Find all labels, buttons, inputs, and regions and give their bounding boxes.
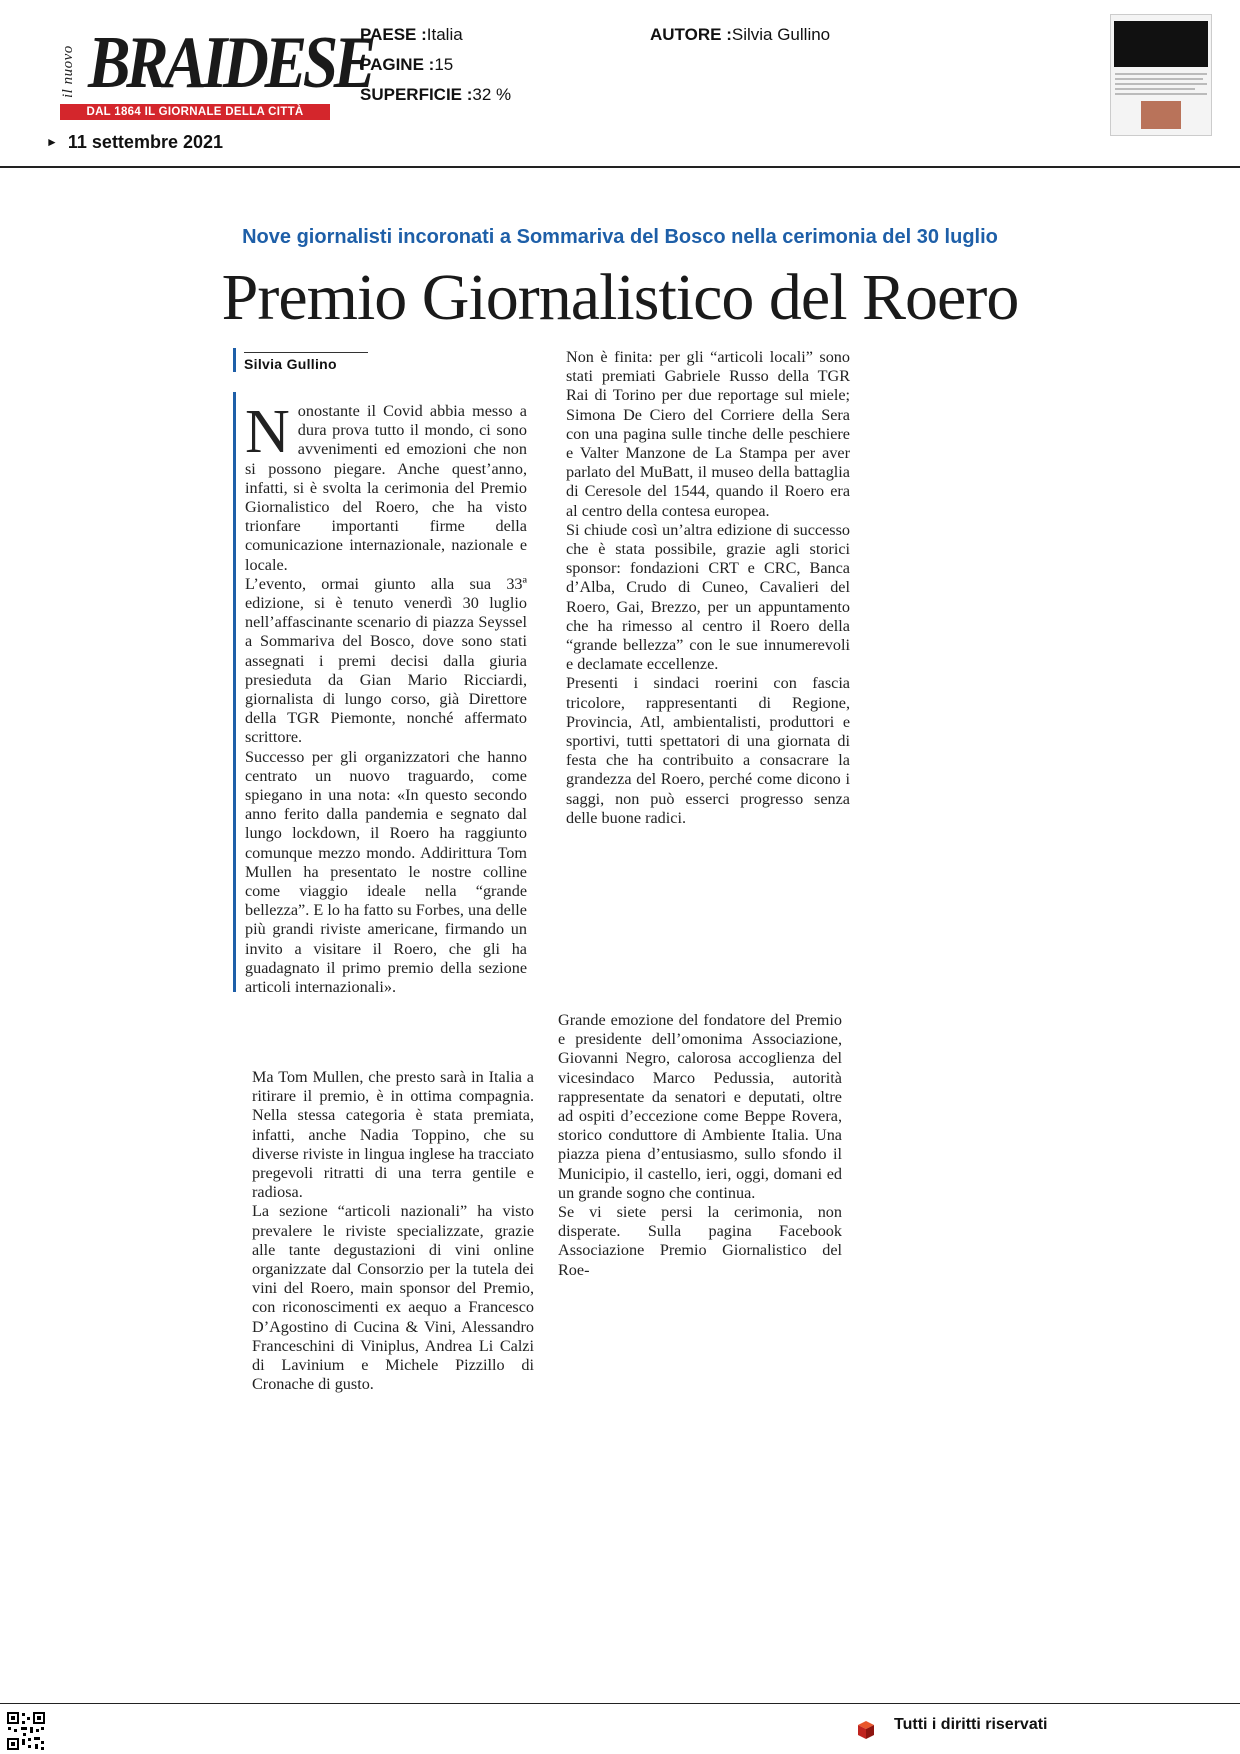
meta-pagine-value: 15 [434, 55, 454, 74]
meta-autore [650, 20, 830, 50]
qr-code-icon [6, 1711, 46, 1751]
meta-pagine [360, 50, 511, 80]
press-meta [360, 20, 511, 110]
article-column-2b [558, 1011, 842, 1280]
page-thumbnail[interactable] [1110, 14, 1212, 136]
meta-autore-value: Silvia Gullino [731, 25, 831, 44]
paragraph: Presenti i sindaci roerini con fascia tricolore, rappresentanti di Regione, Provincia, Atl, ambientalisti, produttori e sportivi, tutti spettatori di una giornata di festa che ha contribuito a consacrare la grandezza del Roero, perché come dicono i saggi, non può esserci progresso senza delle buone radici. [566, 674, 850, 827]
issue-date-text: 11 settembre 2021 [67, 132, 223, 152]
paragraph: onostante il Covid abbia messo a dura prova tutto il mondo, ci sono avvenimenti ed emozioni che non si possono piegare. Anche quest’anno, infatti, si è svolta la cerimonia del Premio Giornalistico del Roero, che ha visto trionfare importanti firme della comunicazione internazionale, nazionale e locale. [245, 402, 527, 574]
header-divider [0, 166, 1240, 168]
article-column-2a [566, 348, 850, 828]
article-byline: Silvia Gullino [244, 356, 337, 372]
article-headline: Premio Giornalistico del Roero [221, 261, 1019, 334]
logo-prefix: il nuovo [60, 45, 76, 98]
footer-divider [0, 1703, 1240, 1704]
meta-superficie [360, 80, 511, 110]
article-column-1a [245, 398, 527, 997]
paragraph: Successo per gli organizzatori che hanno centrato un nuovo traguardo, come spiegano in una nota: «In questo secondo anno ferito dalla pandemia e segnato dal lungo lockdown, il Roero ha raggiunto comunque mezzo mondo. Addirittura Tom Mullen ha presentato le nostre colline come viaggio ideale nella “grande bellezza”. E lo ha fatto su Forbes, una delle più grandi riviste americane, firmando un invito a visitare il Roero, che gli ha guadagnato il primo premio della sezione articoli internazionali». [245, 747, 527, 997]
meta-superficie-label: SUPERFICIE : [360, 85, 473, 104]
meta-paese-label: PAESE : [360, 25, 427, 44]
article-kicker: Nove giornalisti incoronati a Sommariva del Bosco nella cerimonia del 30 luglio [242, 226, 998, 248]
play-arrow-icon: ► [46, 135, 58, 149]
paragraph: Non è finita: per gli “articoli locali” sono stati premiati Gabriele Russo della TGR Rai di Torino per due reportage sul miele; Simona De Ciero del Corriere della Sera con una pagina sulle tinche delle peschiere e Valter Manzone de La Stampa per aver parlato del MuBatt, il museo della battaglia di Ceresole del 1544, quando il Roero era al centro della contesa europea. [566, 348, 850, 520]
logo-name: BRAIDESE [88, 22, 372, 104]
paragraph: Grande emozione del fondatore del Premio e presidente dell’omonima Associazione, Giovanni Negro, calorosa accoglienza del vicesindaco Marco Pedussia, autorità rappresentate da senatori e deputati, oltre ad ospiti d’eccezione come Beppe Rovera, storico conduttore di Ambiente Italia. Una piazza piena d’entusiasmo, sullo sfondo il Municipio, il castello, ieri, oggi, domani ed un grande sogno che continua. [558, 1011, 842, 1202]
article-column-1b [252, 1068, 534, 1394]
meta-pagine-label: PAGINE : [360, 55, 435, 74]
logo-tagline: DAL 1864 IL GIORNALE DELLA CITTÀ [60, 104, 330, 120]
masthead-logo [60, 22, 372, 119]
meta-paese-value: Italia [426, 25, 463, 44]
paragraph: Se vi siete persi la cerimonia, non disperate. Sulla pagina Facebook Associazione Premio Giornalistico del Roe- [558, 1203, 842, 1279]
meta-autore-label: AUTORE : [650, 25, 732, 44]
thumbnail-redaction [1114, 21, 1208, 67]
dropcap: N [245, 398, 290, 466]
issue-date [46, 132, 223, 153]
paragraph: La sezione “articoli nazionali” ha visto prevalere le riviste specializzate, grazie alle tante degustazioni di vini online organizzate dal Consorzio per la tutela dei vini del Roero, main sponsor del Premio, con riconoscimenti ex aequo a Francesco D’Agostino di Cucina & Vini, Alessandro Franceschini di Viniplus, Andrea Li Calzi di Lavinium e Michele Pizzillo di Cronache di gusto. [252, 1202, 534, 1394]
copyright-notice: Tutti i diritti riservati [894, 1716, 1048, 1733]
meta-superficie-value: 32 % [472, 85, 512, 104]
meta-paese [360, 20, 511, 50]
paragraph: Si chiude così un’altra edizione di successo che è stata possibile, grazie agli storici sponsor: fondazioni CRT e CRC, Banca d’Alba, Crudo di Cuneo, Cavalieri del Roero, Gai, Brezzo, per un appuntamento che ha rimesso al centro il Roero della “grande bellezza” con le sue innumerevoli e declamate eccellenze. [566, 520, 850, 674]
byline-rule [244, 352, 368, 353]
lead-accent-bar [233, 392, 236, 992]
byline-accent-bar [233, 348, 236, 372]
thumbnail-photo [1141, 101, 1181, 129]
paragraph: L’evento, ormai giunto alla sua 33ª edizione, si è tenuto venerdì 30 luglio nell’affascinante scenario di piazza Seyssel a Sommariva del Bosco, dove sono stati assegnati i premi decisi dalla giuria presieduta da Gian Mario Ricciardi, giornalista di lungo corso, già Direttore della TGR Piemonte, nonché affermato scrittore. [245, 574, 527, 747]
paragraph: Ma Tom Mullen, che presto sarà in Italia a ritirare il premio, è in ottima compagnia. Nella stessa categoria è stata premiata, infatti, anche Nadia Toppino, che su diverse riviste in lingua inglese ha tracciato pregevoli ritratti di una terra gentile e radiosa. [252, 1068, 534, 1202]
brand-cube-icon [856, 1720, 876, 1740]
